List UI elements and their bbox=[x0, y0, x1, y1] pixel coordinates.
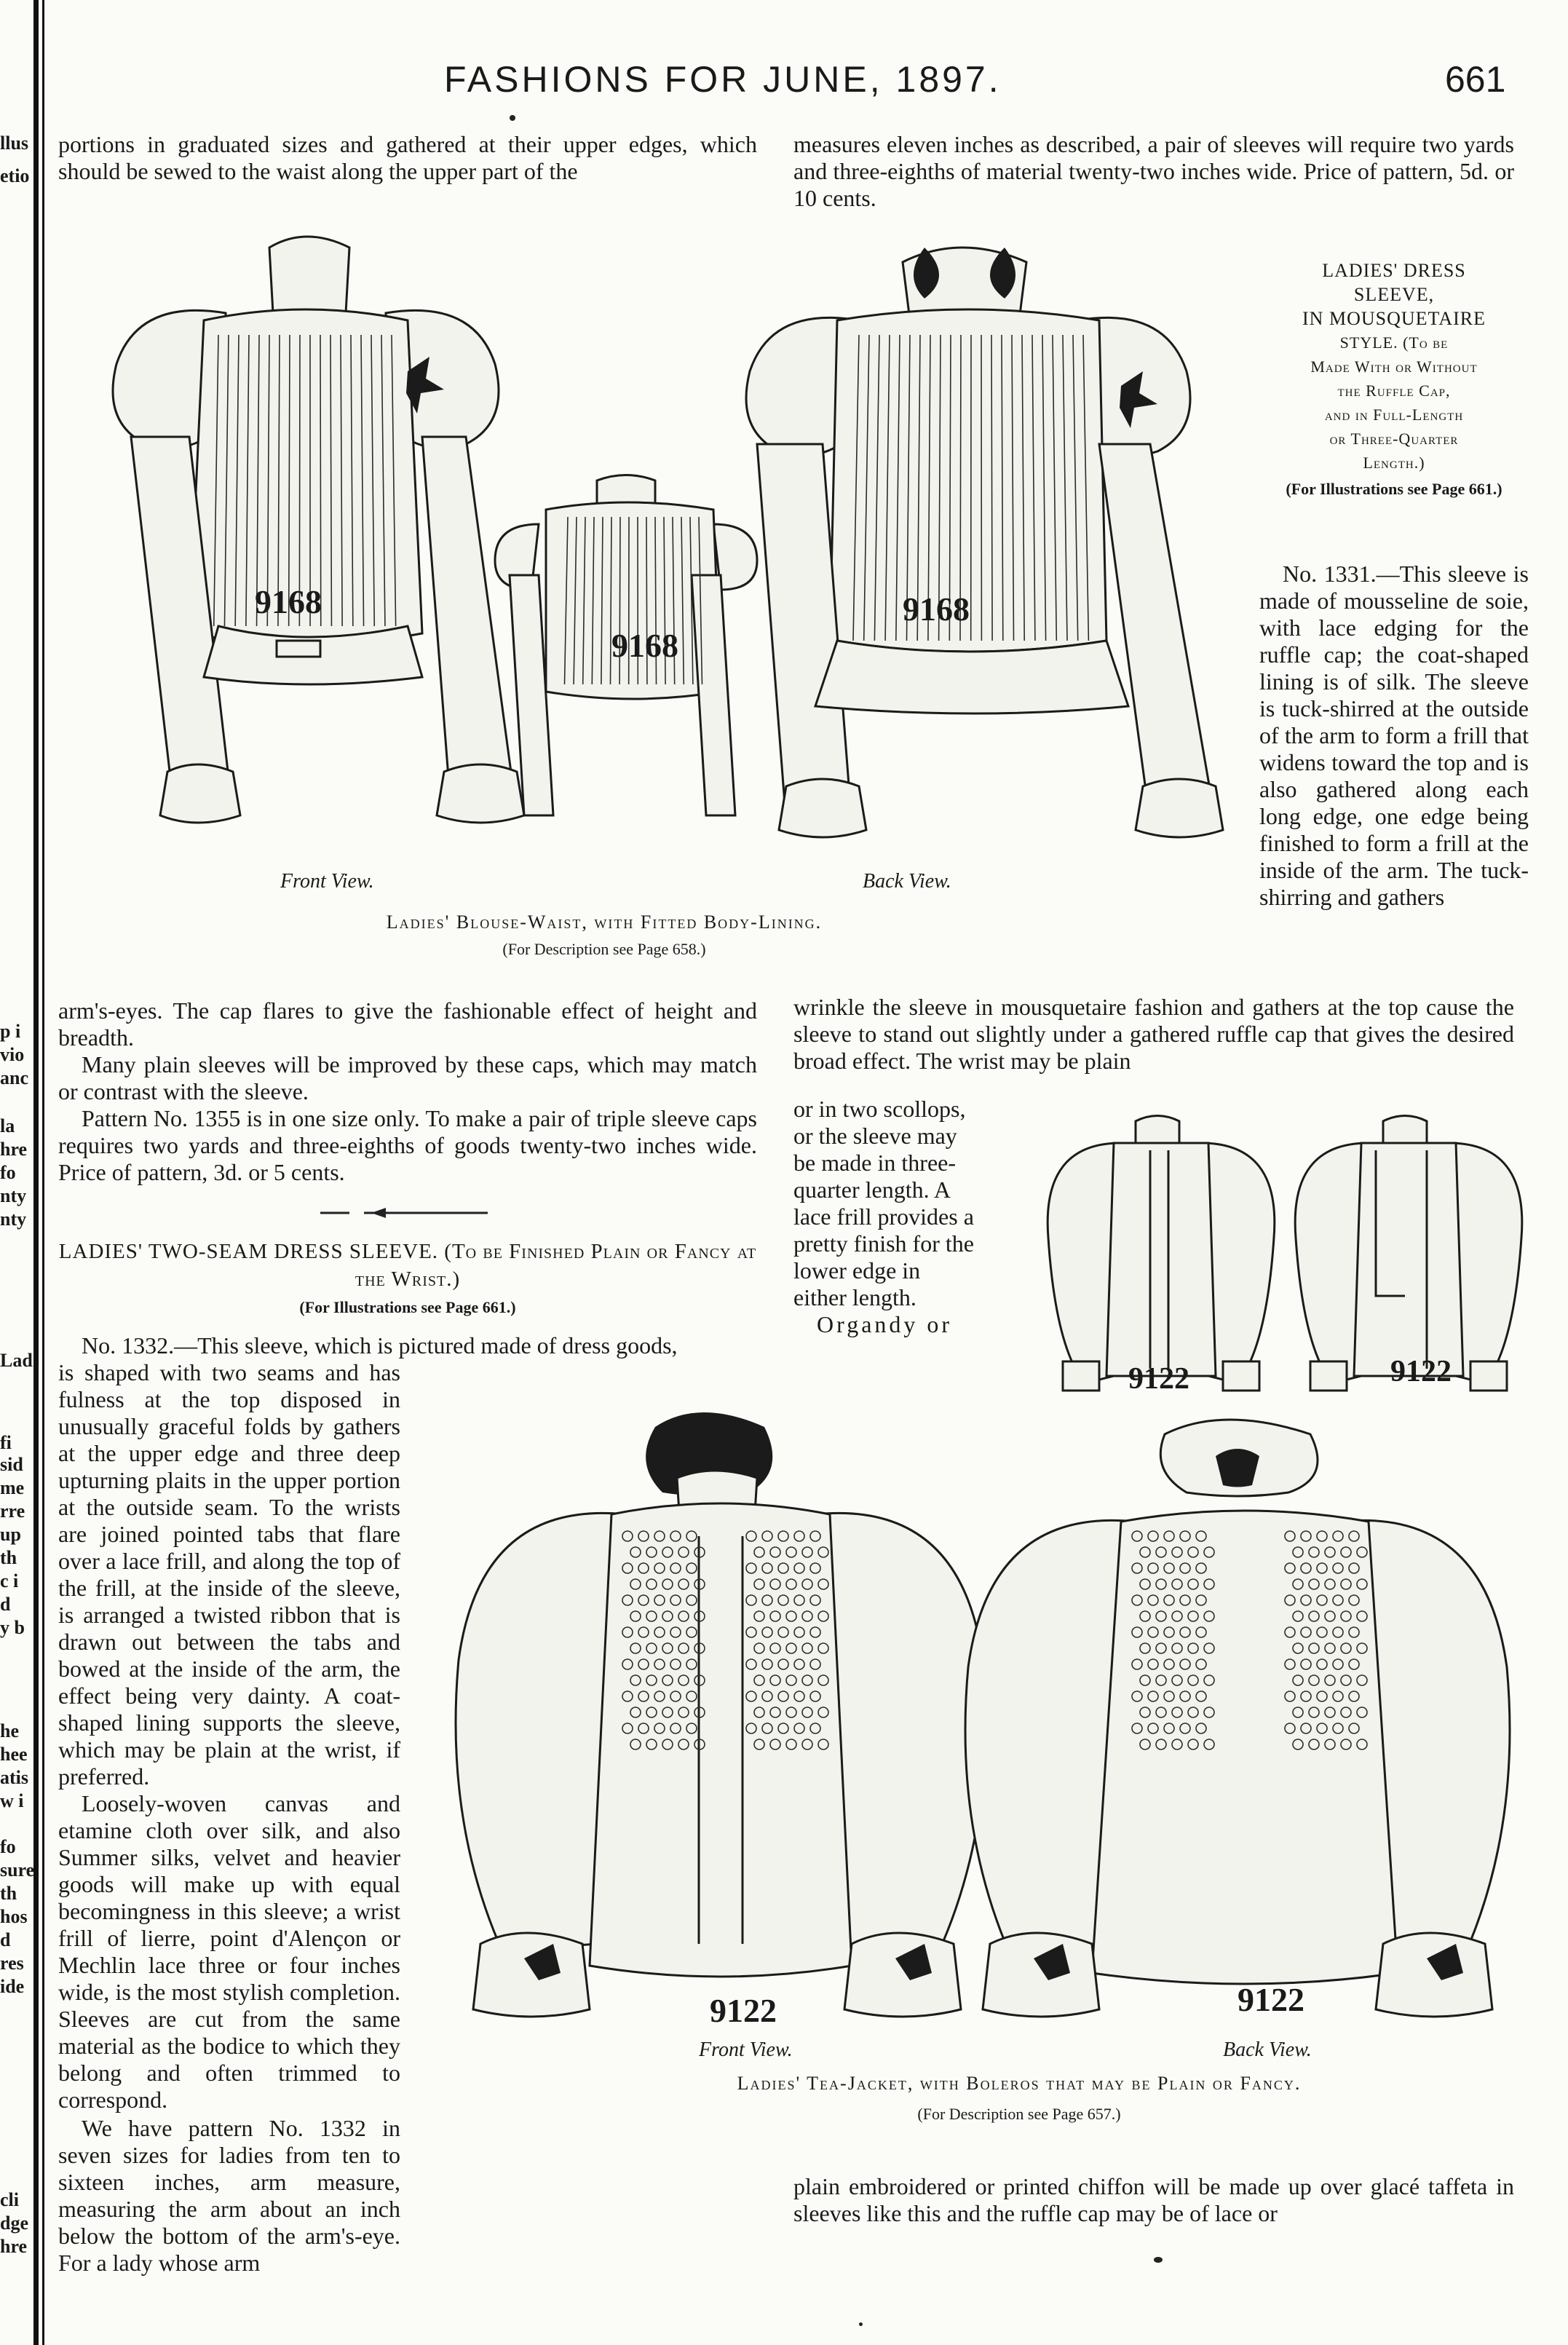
sleeve-1331-heading-line: Length.) bbox=[1363, 454, 1425, 472]
tea-jacket-front-label: Front View. bbox=[699, 2038, 793, 2061]
margin-fragment: d bbox=[0, 1929, 11, 1950]
cap-text: arm's-eyes. The cap flares to give the fashionable effect of height and breadth. Many plain sleeves will be improved by these caps, which may match or contrast with the sleeve. Pattern No. 1355 is in one size only. To make a pair of triple sleeve caps requires two yards and three-eighths of goods twenty-two inches wide. Price of pattern, 3d. or 5 cents. bbox=[58, 997, 757, 1185]
margin-fragment: c i bbox=[0, 1570, 19, 1591]
small-jacket-illustration bbox=[1034, 1107, 1529, 1398]
tea-jacket-caption: Ladies' Tea-Jacket, with Boleros that may be Plain or Fancy. bbox=[737, 2073, 1302, 2094]
small-jacket-front bbox=[1048, 1116, 1275, 1391]
sleeve-1332-ref: (For Illustrations see Page 661.) bbox=[299, 1298, 516, 1316]
margin-fragment: nty bbox=[0, 1185, 27, 1206]
margin-fragment: fi bbox=[0, 1432, 12, 1453]
margin-fragment: vio bbox=[0, 1044, 25, 1065]
margin-fragment: res bbox=[0, 1953, 24, 1974]
margin-fragment: llus bbox=[0, 133, 29, 154]
sleeve-1331-heading-line: STYLE. (To be bbox=[1339, 333, 1449, 352]
tea-jacket-front-view bbox=[456, 1412, 986, 2017]
blouse-waist-illustration bbox=[58, 233, 1252, 888]
margin-fragment: etio bbox=[0, 165, 30, 186]
margin-fragment: sure bbox=[0, 1859, 35, 1881]
blouse-caption-ref: (For Description see Page 658.) bbox=[502, 940, 706, 958]
sleeve-1331-heading bbox=[1259, 258, 1529, 499]
sleeve-1331-body-narrow: or in two scollops, or the sleeve may be made in three-quarter length. A lace frill provides a pretty finish for the lower edge in either length. Organdy or bbox=[793, 1096, 974, 1337]
sleeve-1331-heading-line: or Three-Quarter bbox=[1329, 430, 1459, 448]
margin-fragment: hre bbox=[0, 1139, 28, 1160]
blouse-small-number: 9168 bbox=[611, 627, 678, 664]
sleeve-1331-heading-line: the Ruffle Cap, bbox=[1337, 381, 1451, 400]
tea-jacket-illustration bbox=[437, 1405, 1529, 2068]
margin-fragment: th bbox=[0, 1883, 17, 1904]
sleeve-1331-heading-line: Made With or Without bbox=[1310, 357, 1478, 376]
sleeve-1331-body: No. 1331.—This sleeve is made of mousseline de soie, with lace edging for the ruffle cap; the coat-shaped lining is of silk. The sleeve is tuck-shirred at the outside of the arm to form a frill that widens toward the top and is also gathered along each long edge, one edge being finished to form a frill at the inside of the arm. The tuck-shirring and gathers bbox=[1259, 561, 1529, 910]
top-right-text: measures eleven inches as described, a pair of sleeves will require two yards and three-eighths of material twenty-two inches wide. Price of pattern, 5d. or 10 cents. bbox=[793, 131, 1514, 211]
margin-fragment: w i bbox=[0, 1790, 24, 1811]
margin-fragment: p i bbox=[0, 1021, 21, 1042]
small-jacket-front-number: 9122 bbox=[1128, 1362, 1189, 1396]
margin-fragment: anc bbox=[0, 1067, 28, 1088]
margin-fragment: d bbox=[0, 1594, 11, 1615]
sleeve-1331-heading-line: IN MOUSQUETAIRE bbox=[1302, 308, 1486, 329]
binding-edge bbox=[0, 0, 51, 2345]
blouse-front-label: Front View. bbox=[280, 870, 374, 893]
page-number: 661 bbox=[1445, 59, 1506, 100]
margin-fragment: dge bbox=[0, 2212, 28, 2234]
tea-jacket-front-number: 9122 bbox=[710, 1992, 777, 2029]
blouse-back-view bbox=[746, 248, 1223, 837]
small-jacket-back-number: 9122 bbox=[1390, 1355, 1452, 1388]
page-title: FASHIONS FOR JUNE, 1897. bbox=[444, 59, 1002, 100]
top-left-text: portions in graduated sizes and gathered at their upper edges, which should be sewed to the waist along the upper part of the bbox=[58, 131, 757, 184]
blouse-caption: Ladies' Blouse-Waist, with Fitted Body-Lining. bbox=[386, 911, 823, 933]
margin-fragment: sid bbox=[0, 1454, 23, 1475]
margin-fragment: up bbox=[0, 1524, 21, 1545]
margin-fragment: fo bbox=[0, 1836, 16, 1857]
tea-jacket-back-number: 9122 bbox=[1238, 1981, 1304, 2018]
tea-jacket-back-label: Back View. bbox=[1223, 2038, 1312, 2061]
blouse-front-number: 9168 bbox=[255, 583, 322, 620]
binding-rule bbox=[33, 0, 39, 2345]
margin-fragment: th bbox=[0, 1547, 17, 1568]
sleeve-1331-heading-line: LADIES' DRESS bbox=[1322, 260, 1466, 281]
sleeve-1331-ref: (For Illustrations see Page 661.) bbox=[1286, 480, 1502, 498]
print-speck bbox=[510, 115, 515, 121]
sleeve-1331-heading-line: and in Full-Length bbox=[1324, 406, 1464, 424]
blouse-front-view bbox=[113, 237, 524, 823]
tea-jacket-caption-ref: (For Description see Page 657.) bbox=[917, 2105, 1121, 2123]
print-speck bbox=[859, 2322, 863, 2326]
tea-jacket-back-view bbox=[965, 1420, 1510, 2017]
sleeve-1332-heading: LADIES' TWO-SEAM DRESS SLEEVE. (To be Finished Plain or Fancy at the Wrist.) (For Illustrations see Page 661.) bbox=[58, 1240, 757, 1316]
bottom-right-text: plain embroidered or printed chiffon will be made up over glacé taffeta in sleeves like this and the ruffle cap may be of lace or bbox=[793, 2173, 1514, 2226]
sleeve-1332-pattern-note: We have pattern No. 1332 in seven sizes for ladies from ten to sixteen inches, arm measure, measuring the arm about an inch below the bottom of the arm's-eye. For a lady whose arm bbox=[58, 2115, 400, 2276]
margin-fragment: la bbox=[0, 1115, 15, 1136]
print-speck bbox=[1154, 2257, 1163, 2263]
small-jacket-back bbox=[1295, 1116, 1522, 1391]
blouse-back-label: Back View. bbox=[863, 870, 951, 893]
margin-fragment: nty bbox=[0, 1209, 27, 1230]
margin-fragment: rre bbox=[0, 1500, 25, 1522]
sleeve-1331-body-wide: wrinkle the sleeve in mousquetaire fashion and gathers at the top cause the sleeve to stand out slightly under a gathered ruffle cap that gives the desired broad effect. The wrist may be plain bbox=[793, 994, 1514, 1074]
margin-fragment: hre bbox=[0, 2236, 28, 2257]
margin-fragment: ide bbox=[0, 1976, 25, 1997]
margin-fragment: me bbox=[0, 1477, 25, 1498]
sleeve-1332-body: is shaped with two seams and has fulness at the top disposed in unusually graceful folds by gathers at the upper edge and three deep upturning plaits in the upper portion at the outside seam. To the wrists are joined pointed tabs that flare over a lace frill, and along the top of the frill, at the inside of the sleeve, is arranged a twisted ribbon that is drawn out between the tabs and bowed at the inside of the arm, the effect being very dainty. A coat-shaped lining supports the sleeve, which may be plain at the wrist, if preferred. Loosely-woven canvas and etamine cloth over silk, and also Summer silks, velvet and heavier goods will make up with equal becomingness in this sleeve; a wrist frill of lierre, point d'Alençon or Mechlin lace three or four inches wide, is the most stylish completion. Sleeves are cut from the same material as the bodice to which they belong and often trimmed to correspond. bbox=[58, 1359, 400, 2113]
blouse-back-number: 9168 bbox=[903, 590, 970, 628]
margin-fragment: hee bbox=[0, 1744, 28, 1765]
margin-fragment: hos bbox=[0, 1906, 28, 1927]
margin-fragment: he bbox=[0, 1720, 19, 1741]
section-divider bbox=[320, 1207, 488, 1219]
margin-fragment: fo bbox=[0, 1162, 16, 1183]
binding-rule-thin bbox=[42, 0, 44, 2345]
margin-fragment: atis bbox=[0, 1767, 28, 1788]
margin-fragment: Lad bbox=[0, 1350, 33, 1371]
sleeve-1332-intro: No. 1332.—This sleeve, which is pictured made of dress goods, bbox=[82, 1332, 678, 1359]
margin-fragment: cli bbox=[0, 2189, 19, 2210]
sleeve-1331-heading-line: SLEEVE, bbox=[1353, 284, 1435, 305]
margin-fragment: y b bbox=[0, 1617, 25, 1638]
